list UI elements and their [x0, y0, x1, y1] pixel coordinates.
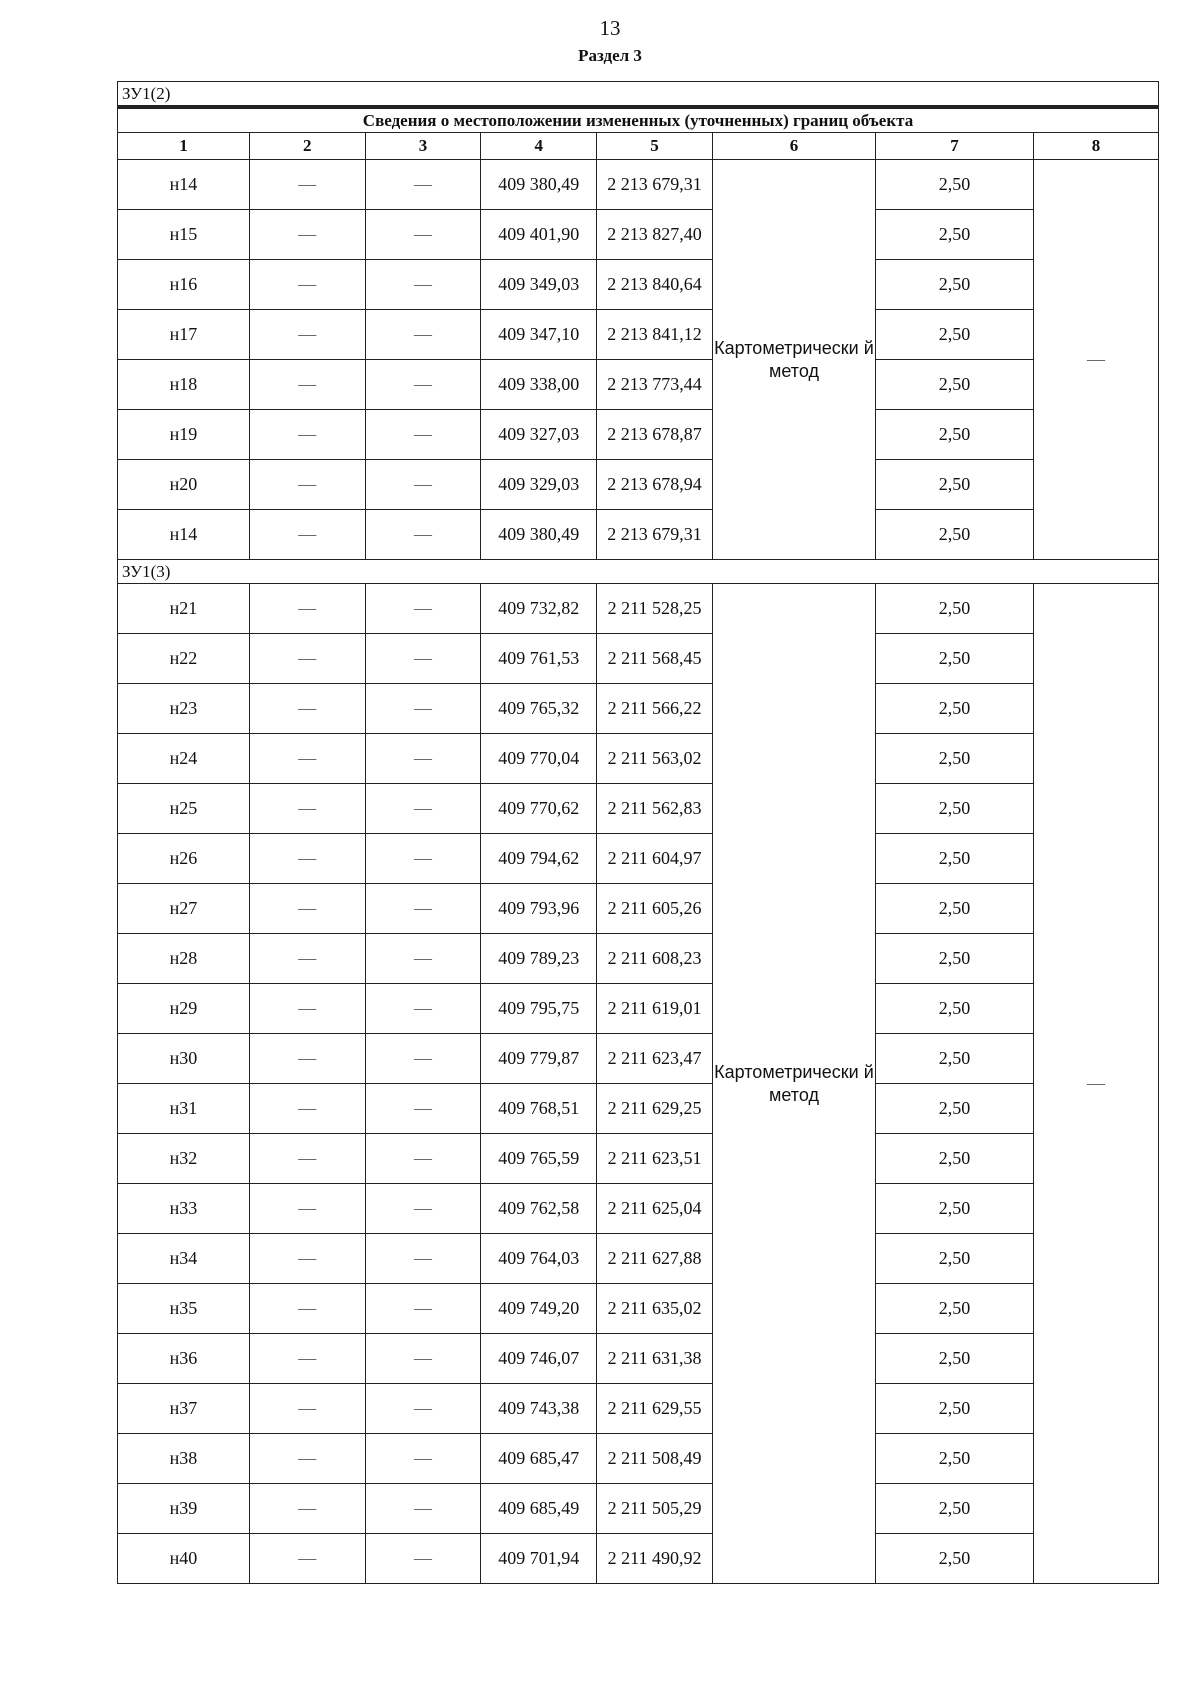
x-coordinate-cell: 409 770,04 [481, 734, 597, 784]
col3-cell: — [365, 510, 481, 560]
point-name-cell: н23 [118, 684, 250, 734]
column-number: 6 [712, 133, 875, 160]
column-number: 1 [118, 133, 250, 160]
accuracy-cell: 2,50 [876, 1534, 1034, 1584]
y-coordinate-cell: 2 211 629,55 [597, 1384, 713, 1434]
col2-cell: — [249, 1134, 365, 1184]
col8-cell: — [1034, 160, 1159, 560]
table-row [118, 410, 1159, 460]
accuracy-cell: 2,50 [876, 934, 1034, 984]
section-title: Раздел 3 [578, 46, 642, 65]
page-number: 13 [599, 16, 621, 40]
point-name-cell: н14 [118, 160, 250, 210]
col3-cell: — [365, 1134, 481, 1184]
column-number: 3 [365, 133, 481, 160]
table-row [118, 210, 1159, 260]
col3-cell: — [365, 410, 481, 460]
col2-cell: — [249, 1284, 365, 1334]
accuracy-cell: 2,50 [876, 1234, 1034, 1284]
col2-cell: — [249, 784, 365, 834]
col2-cell: — [249, 1484, 365, 1534]
x-coordinate-cell: 409 746,07 [481, 1334, 597, 1384]
y-coordinate-cell: 2 211 631,38 [597, 1334, 713, 1384]
y-coordinate-cell: 2 211 627,88 [597, 1234, 713, 1284]
accuracy-cell: 2,50 [876, 634, 1034, 684]
y-coordinate-cell: 2 211 528,25 [597, 584, 713, 634]
accuracy-cell: 2,50 [876, 584, 1034, 634]
col2-cell: — [249, 360, 365, 410]
y-coordinate-cell: 2 211 490,92 [597, 1534, 713, 1584]
accuracy-cell: 2,50 [876, 310, 1034, 360]
accuracy-cell: 2,50 [876, 1084, 1034, 1134]
x-coordinate-cell: 409 685,49 [481, 1484, 597, 1534]
col2-cell: — [249, 984, 365, 1034]
accuracy-cell: 2,50 [876, 210, 1034, 260]
col2-cell: — [249, 160, 365, 210]
col2-cell: — [249, 1184, 365, 1234]
col2-cell: — [249, 1034, 365, 1084]
col2-cell: — [249, 1384, 365, 1434]
col2-cell: — [249, 460, 365, 510]
accuracy-cell: 2,50 [876, 684, 1034, 734]
y-coordinate-cell: 2 211 562,83 [597, 784, 713, 834]
point-name-cell: н33 [118, 1184, 250, 1234]
point-name-cell: н31 [118, 1084, 250, 1134]
table-row [118, 1034, 1159, 1084]
col2-cell: — [249, 934, 365, 984]
method-cell: Картометрически й метод [712, 160, 875, 560]
y-coordinate-cell: 2 213 678,94 [597, 460, 713, 510]
table-row [118, 1134, 1159, 1184]
point-name-cell: н19 [118, 410, 250, 460]
point-name-cell: н25 [118, 784, 250, 834]
col3-cell: — [365, 1534, 481, 1584]
x-coordinate-cell: 409 329,03 [481, 460, 597, 510]
col3-cell: — [365, 1484, 481, 1534]
x-coordinate-cell: 409 765,32 [481, 684, 597, 734]
table-row [118, 734, 1159, 784]
x-coordinate-cell: 409 793,96 [481, 884, 597, 934]
x-coordinate-cell: 409 789,23 [481, 934, 597, 984]
y-coordinate-cell: 2 213 840,64 [597, 260, 713, 310]
table-row [118, 1284, 1159, 1334]
column-number: 5 [597, 133, 713, 160]
col3-cell: — [365, 834, 481, 884]
col2-cell: — [249, 1434, 365, 1484]
point-name-cell: н30 [118, 1034, 250, 1084]
coordinates-table [117, 81, 1159, 1584]
col2-cell: — [249, 634, 365, 684]
table-row [118, 1534, 1159, 1584]
point-name-cell: н38 [118, 1434, 250, 1484]
table-row [118, 460, 1159, 510]
x-coordinate-cell: 409 743,38 [481, 1384, 597, 1434]
column-number: 4 [481, 133, 597, 160]
y-coordinate-cell: 2 211 604,97 [597, 834, 713, 884]
col2-cell: — [249, 260, 365, 310]
point-name-cell: н34 [118, 1234, 250, 1284]
col2-cell: — [249, 884, 365, 934]
col3-cell: — [365, 1084, 481, 1134]
x-coordinate-cell: 409 685,47 [481, 1434, 597, 1484]
table-body [118, 82, 1159, 1584]
accuracy-cell: 2,50 [876, 784, 1034, 834]
accuracy-cell: 2,50 [876, 160, 1034, 210]
point-name-cell: н24 [118, 734, 250, 784]
x-coordinate-cell: 409 795,75 [481, 984, 597, 1034]
accuracy-cell: 2,50 [876, 1284, 1034, 1334]
accuracy-cell: 2,50 [876, 834, 1034, 884]
table-row [118, 1334, 1159, 1384]
x-coordinate-cell: 409 770,62 [481, 784, 597, 834]
col3-cell: — [365, 784, 481, 834]
x-coordinate-cell: 409 380,49 [481, 160, 597, 210]
column-number: 2 [249, 133, 365, 160]
table-row [118, 510, 1159, 560]
point-name-cell: н16 [118, 260, 250, 310]
x-coordinate-cell: 409 380,49 [481, 510, 597, 560]
point-name-cell: н39 [118, 1484, 250, 1534]
col2-cell: — [249, 1534, 365, 1584]
y-coordinate-cell: 2 213 827,40 [597, 210, 713, 260]
table-row [118, 884, 1159, 934]
col3-cell: — [365, 934, 481, 984]
object-label-row [118, 560, 1159, 584]
table-row [118, 1084, 1159, 1134]
col2-cell: — [249, 1084, 365, 1134]
y-coordinate-cell: 2 211 508,49 [597, 1434, 713, 1484]
accuracy-cell: 2,50 [876, 884, 1034, 934]
col3-cell: — [365, 684, 481, 734]
table-row [118, 160, 1159, 210]
y-coordinate-cell: 2 213 679,31 [597, 160, 713, 210]
table-row [118, 934, 1159, 984]
x-coordinate-cell: 409 401,90 [481, 210, 597, 260]
col3-cell: — [365, 310, 481, 360]
point-name-cell: н18 [118, 360, 250, 410]
table-title: Сведения о местоположении измененных (уточненных) границ объекта [118, 107, 1159, 133]
object-label: ЗУ1(3) [118, 560, 1159, 584]
y-coordinate-cell: 2 211 623,51 [597, 1134, 713, 1184]
y-coordinate-cell: 2 211 505,29 [597, 1484, 713, 1534]
point-name-cell: н17 [118, 310, 250, 360]
y-coordinate-cell: 2 211 568,45 [597, 634, 713, 684]
table-row [118, 1434, 1159, 1484]
y-coordinate-cell: 2 213 679,31 [597, 510, 713, 560]
y-coordinate-cell: 2 211 629,25 [597, 1084, 713, 1134]
table-row [118, 360, 1159, 410]
col3-cell: — [365, 1284, 481, 1334]
col2-cell: — [249, 734, 365, 784]
accuracy-cell: 2,50 [876, 1184, 1034, 1234]
point-name-cell: н20 [118, 460, 250, 510]
col3-cell: — [365, 1334, 481, 1384]
point-name-cell: н32 [118, 1134, 250, 1184]
x-coordinate-cell: 409 349,03 [481, 260, 597, 310]
accuracy-cell: 2,50 [876, 1434, 1034, 1484]
x-coordinate-cell: 409 768,51 [481, 1084, 597, 1134]
accuracy-cell: 2,50 [876, 1034, 1034, 1084]
table-row [118, 1384, 1159, 1434]
col3-cell: — [365, 1034, 481, 1084]
y-coordinate-cell: 2 211 635,02 [597, 1284, 713, 1334]
column-number-row [118, 133, 1159, 160]
col3-cell: — [365, 1184, 481, 1234]
col3-cell: — [365, 260, 481, 310]
accuracy-cell: 2,50 [876, 984, 1034, 1034]
accuracy-cell: 2,50 [876, 1484, 1034, 1534]
point-name-cell: н15 [118, 210, 250, 260]
y-coordinate-cell: 2 211 566,22 [597, 684, 713, 734]
col2-cell: — [249, 1334, 365, 1384]
x-coordinate-cell: 409 338,00 [481, 360, 597, 410]
y-coordinate-cell: 2 213 773,44 [597, 360, 713, 410]
x-coordinate-cell: 409 327,03 [481, 410, 597, 460]
accuracy-cell: 2,50 [876, 410, 1034, 460]
col3-cell: — [365, 1234, 481, 1284]
point-name-cell: н37 [118, 1384, 250, 1434]
col3-cell: — [365, 884, 481, 934]
point-name-cell: н28 [118, 934, 250, 984]
column-number: 8 [1034, 133, 1159, 160]
table-row [118, 260, 1159, 310]
point-name-cell: н27 [118, 884, 250, 934]
accuracy-cell: 2,50 [876, 734, 1034, 784]
col2-cell: — [249, 684, 365, 734]
x-coordinate-cell: 409 347,10 [481, 310, 597, 360]
col2-cell: — [249, 210, 365, 260]
point-name-cell: н26 [118, 834, 250, 884]
col2-cell: — [249, 510, 365, 560]
col3-cell: — [365, 1384, 481, 1434]
x-coordinate-cell: 409 761,53 [481, 634, 597, 684]
y-coordinate-cell: 2 213 841,12 [597, 310, 713, 360]
y-coordinate-cell: 2 211 563,02 [597, 734, 713, 784]
y-coordinate-cell: 2 211 608,23 [597, 934, 713, 984]
col3-cell: — [365, 1434, 481, 1484]
table-row [118, 1234, 1159, 1284]
col2-cell: — [249, 310, 365, 360]
point-name-cell: н35 [118, 1284, 250, 1334]
point-name-cell: н29 [118, 984, 250, 1034]
accuracy-cell: 2,50 [876, 360, 1034, 410]
y-coordinate-cell: 2 211 623,47 [597, 1034, 713, 1084]
y-coordinate-cell: 2 211 619,01 [597, 984, 713, 1034]
object-label-row [118, 82, 1159, 108]
accuracy-cell: 2,50 [876, 260, 1034, 310]
col2-cell: — [249, 584, 365, 634]
table-row [118, 584, 1159, 634]
accuracy-cell: 2,50 [876, 510, 1034, 560]
accuracy-cell: 2,50 [876, 1384, 1034, 1434]
x-coordinate-cell: 409 732,82 [481, 584, 597, 634]
x-coordinate-cell: 409 764,03 [481, 1234, 597, 1284]
y-coordinate-cell: 2 213 678,87 [597, 410, 713, 460]
y-coordinate-cell: 2 211 605,26 [597, 884, 713, 934]
accuracy-cell: 2,50 [876, 460, 1034, 510]
table-title-row [118, 107, 1159, 133]
column-number: 7 [876, 133, 1034, 160]
col3-cell: — [365, 460, 481, 510]
col3-cell: — [365, 984, 481, 1034]
table-row [118, 1484, 1159, 1534]
x-coordinate-cell: 409 794,62 [481, 834, 597, 884]
point-name-cell: н14 [118, 510, 250, 560]
table-row [118, 1184, 1159, 1234]
table-row [118, 834, 1159, 884]
col3-cell: — [365, 160, 481, 210]
x-coordinate-cell: 409 749,20 [481, 1284, 597, 1334]
col3-cell: — [365, 360, 481, 410]
table-row [118, 634, 1159, 684]
y-coordinate-cell: 2 211 625,04 [597, 1184, 713, 1234]
table-row [118, 784, 1159, 834]
col3-cell: — [365, 634, 481, 684]
object-label: ЗУ1(2) [118, 82, 1159, 108]
x-coordinate-cell: 409 701,94 [481, 1534, 597, 1584]
col2-cell: — [249, 834, 365, 884]
x-coordinate-cell: 409 779,87 [481, 1034, 597, 1084]
point-name-cell: н21 [118, 584, 250, 634]
col2-cell: — [249, 410, 365, 460]
table-row [118, 984, 1159, 1034]
col8-cell: — [1034, 584, 1159, 1584]
method-cell: Картометрически й метод [712, 584, 875, 1584]
table-row [118, 684, 1159, 734]
point-name-cell: н36 [118, 1334, 250, 1384]
table-row [118, 310, 1159, 360]
accuracy-cell: 2,50 [876, 1134, 1034, 1184]
col3-cell: — [365, 584, 481, 634]
col3-cell: — [365, 210, 481, 260]
point-name-cell: н22 [118, 634, 250, 684]
accuracy-cell: 2,50 [876, 1334, 1034, 1384]
x-coordinate-cell: 409 762,58 [481, 1184, 597, 1234]
x-coordinate-cell: 409 765,59 [481, 1134, 597, 1184]
point-name-cell: н40 [118, 1534, 250, 1584]
col3-cell: — [365, 734, 481, 784]
col2-cell: — [249, 1234, 365, 1284]
